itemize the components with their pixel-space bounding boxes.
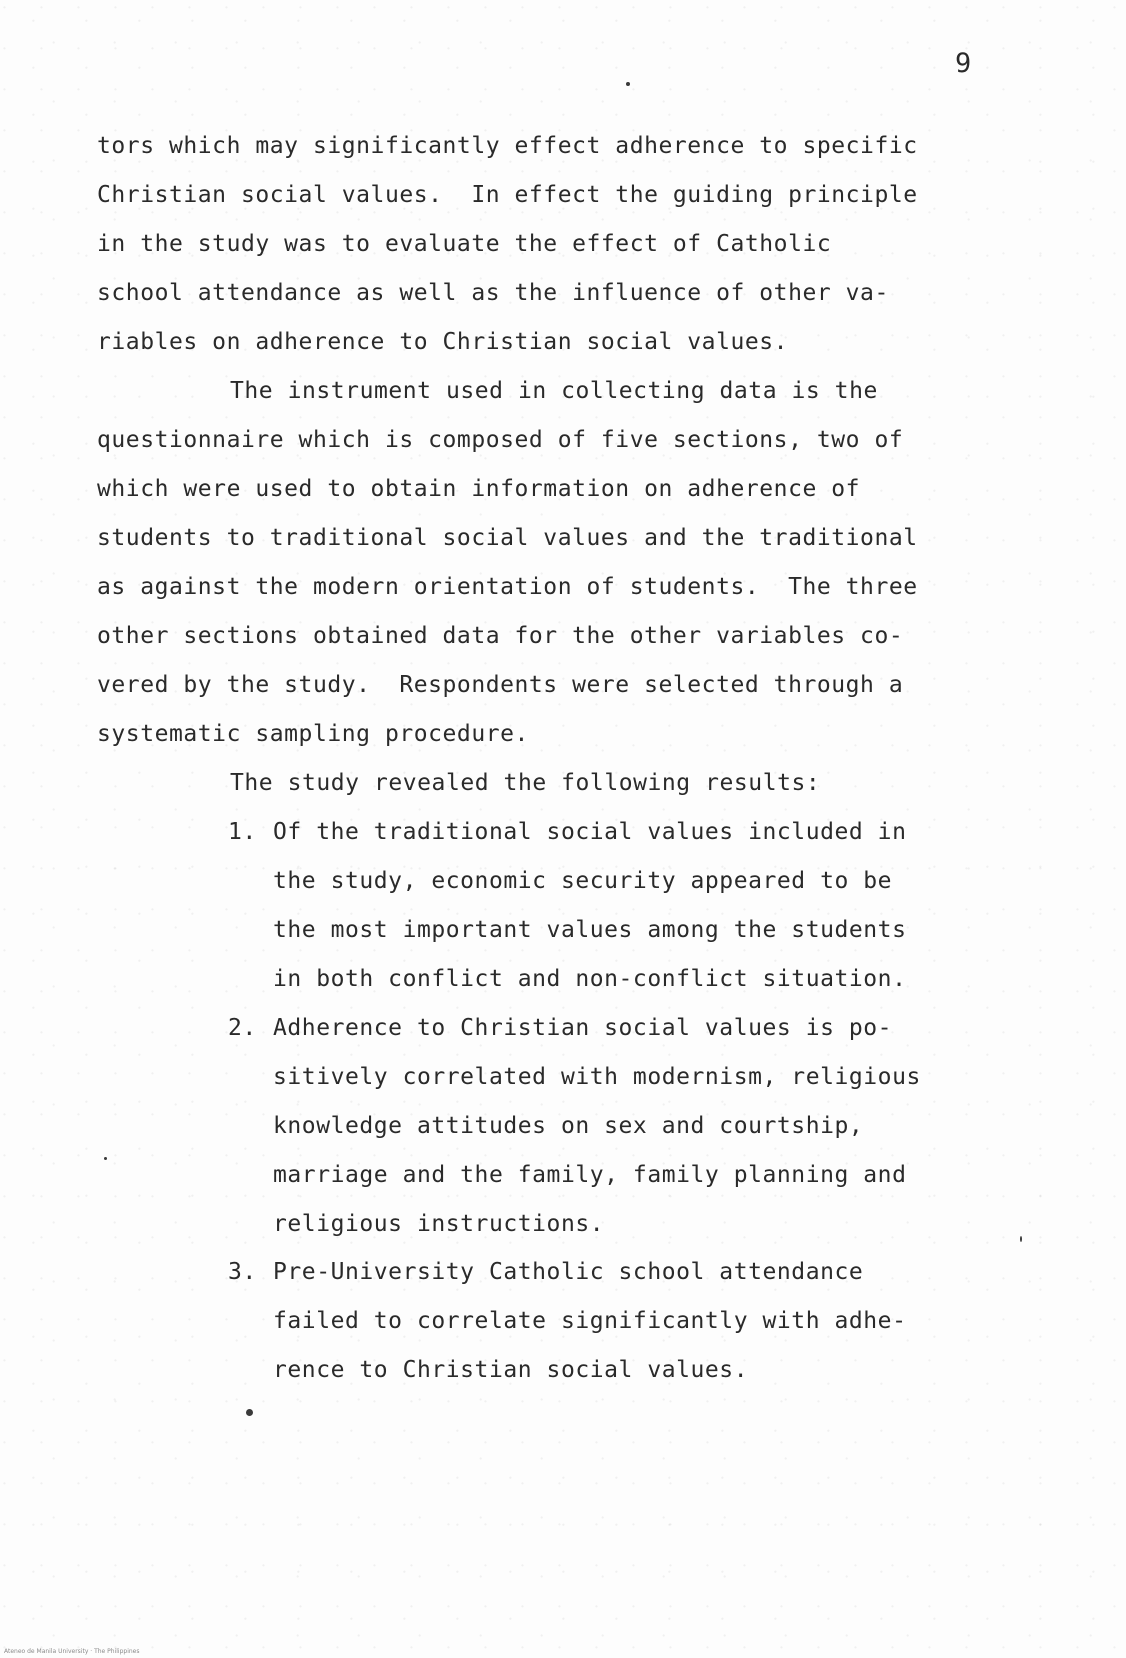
scan-speck [104, 1157, 107, 1160]
list-item-line: failed to correlate significantly with adhe- [273, 1308, 907, 1334]
list-item-line: Adherence to Christian social values is po- [273, 1015, 893, 1041]
body-line: Christian social values. In effect the guiding principle [97, 182, 918, 208]
list-item-line: Of the traditional social values included in [273, 819, 907, 845]
body-line: other sections obtained data for the other variables co- [97, 623, 904, 649]
list-item-line: rence to Christian social values. [273, 1357, 749, 1383]
page-number: 9 [955, 48, 972, 79]
list-number: 3. [228, 1259, 257, 1285]
list-item-line: knowledge attitudes on sex and courtship, [273, 1113, 864, 1139]
list-item-line: the study, economic security appeared to be [273, 868, 893, 894]
list-number: 1. [228, 819, 257, 845]
body-line: systematic sampling procedure. [97, 721, 529, 747]
body-line: as against the modern orientation of students. The three [97, 574, 918, 600]
scan-footer: Ateneo de Manila University · The Philippines [4, 1648, 140, 1655]
scan-speck [1020, 1236, 1022, 1242]
scan-speck [246, 1409, 253, 1416]
body-line: questionnaire which is composed of five sections, two of [97, 427, 904, 453]
list-item-line: sitively correlated with modernism, religious [273, 1064, 921, 1090]
body-line: The study revealed the following results: [230, 770, 821, 796]
body-line: tors which may significantly effect adherence to specific [97, 133, 918, 159]
body-line: The instrument used in collecting data is the [230, 378, 878, 404]
list-item-line: religious instructions. [273, 1211, 605, 1237]
list-item-line: the most important values among the students [273, 917, 907, 943]
body-line: in the study was to evaluate the effect of Catholic [97, 231, 832, 257]
body-line: which were used to obtain information on adherence of [97, 476, 861, 502]
scan-speck [626, 82, 630, 86]
body-line: vered by the study. Respondents were selected through a [97, 672, 904, 698]
body-line: school attendance as well as the influence of other va- [97, 280, 889, 306]
list-item-line: in both conflict and non-conflict situation. [273, 966, 907, 992]
body-line: students to traditional social values and the traditional [97, 525, 918, 551]
list-item-line: marriage and the family, family planning and [273, 1162, 907, 1188]
body-line: riables on adherence to Christian social values. [97, 329, 789, 355]
list-number: 2. [228, 1015, 257, 1041]
list-item-line: Pre-University Catholic school attendance [273, 1259, 864, 1285]
